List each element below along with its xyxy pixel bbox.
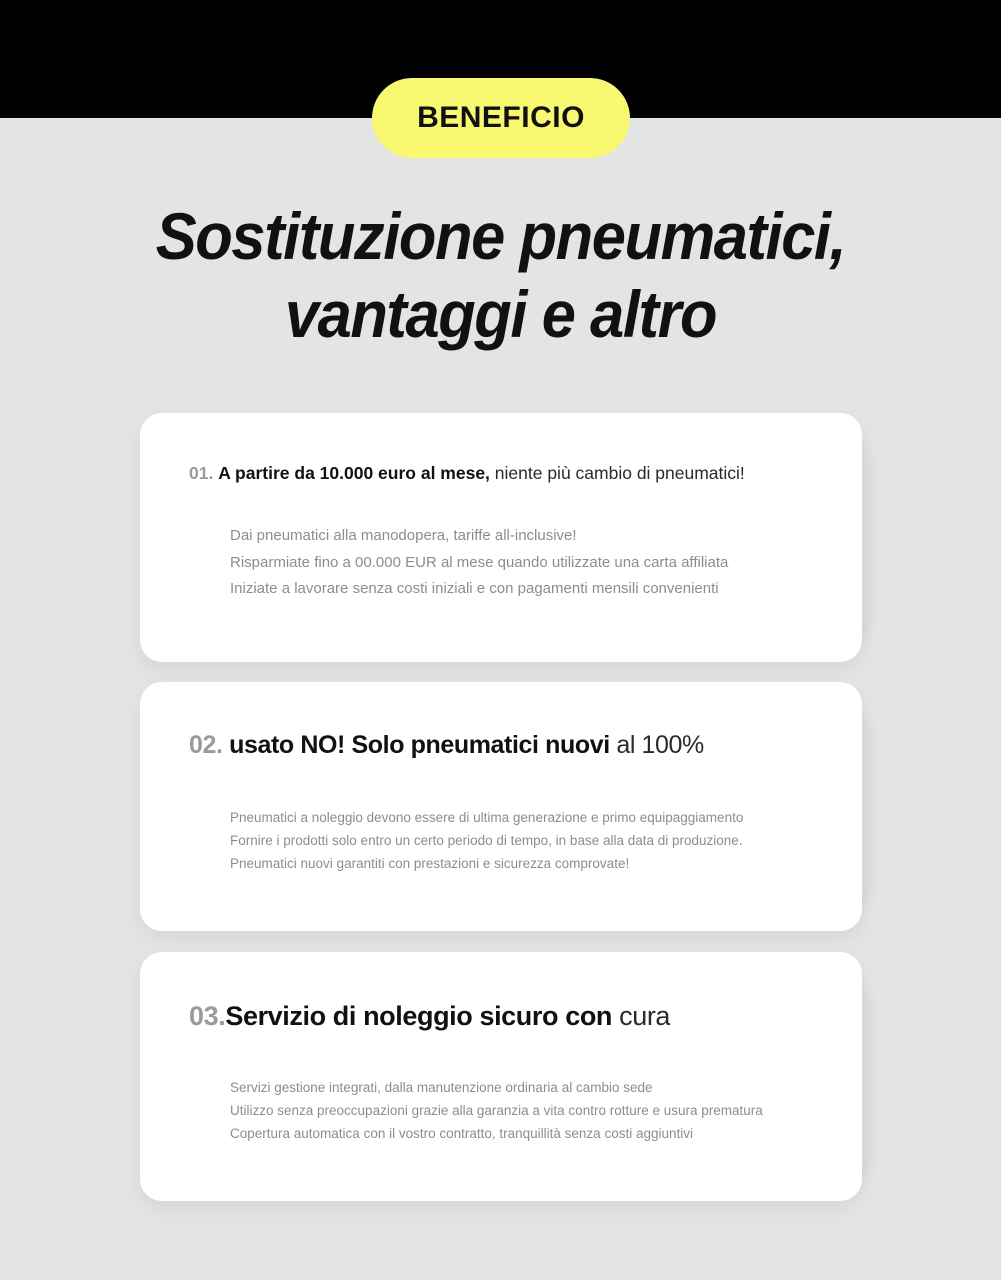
benefit-card-title-light-2: al 100% — [609, 731, 704, 759]
benefit-card-2[interactable] — [140, 682, 862, 931]
benefit-card-body-line: Iniziate a lavorare senza costi iniziali e con pagamenti mensili convenienti — [230, 580, 719, 597]
benefit-card-body-2 — [230, 806, 743, 875]
page-title-line-2: vantaggi e altro — [284, 276, 717, 351]
benefit-card-title-light-3: cura — [612, 1001, 671, 1031]
benefit-card-number-3: 03. — [189, 1001, 226, 1031]
benefit-card-body-line: Pneumatici nuovi garantiti con prestazioni e sicurezza comprovate! — [230, 856, 630, 871]
benefit-card-body-line: Pneumatici a noleggio devono essere di ultima generazione e primo equipaggiamento — [230, 810, 744, 825]
page-title-line-1: Sostituzione pneumatici, — [155, 199, 846, 273]
benefit-card-body-1 — [230, 523, 728, 603]
benefit-card-title-1 — [189, 463, 745, 484]
benefit-card-body-line: Fornire i prodotti solo entro un certo periodo di tempo, in base alla data di produzione. — [230, 833, 743, 848]
benefit-card-title-3 — [189, 1000, 670, 1032]
benefit-card-title-light-1: niente più cambio di pneumatici! — [489, 463, 745, 483]
benefit-card-title-2 — [189, 730, 704, 760]
benefit-card-body-line: Servizi gestione integrati, dalla manutenzione ordinaria al cambio sede — [230, 1080, 653, 1095]
benefit-card-title-strong-1: A partire da 10.000 euro al mese, — [218, 463, 490, 483]
benefit-card-number-2: 02. — [189, 731, 223, 759]
benefit-card-body-line: Utilizzo senza preoccupazioni grazie alla garanzia a vita contro rotture e usura prematura — [230, 1103, 763, 1118]
benefit-card-body-line: Risparmiate fino a 00.000 EUR al mese quando utilizzate una carta affiliata — [230, 553, 729, 571]
benefit-badge — [372, 78, 630, 158]
benefit-card-1[interactable] — [140, 413, 862, 662]
benefit-card-body-line: Copertura automatica con il vostro contratto, tranquillità senza costi aggiuntivi — [230, 1126, 693, 1141]
benefit-card-title-strong-2: usato NO! Solo pneumatici nuovi — [229, 731, 610, 759]
benefit-badge-label: BENEFICIO — [417, 101, 585, 134]
page-title — [35, 198, 966, 354]
benefit-card-number-1: 01. — [189, 463, 214, 483]
benefit-card-body-line: Dai pneumatici alla manodopera, tariffe all-inclusive! — [230, 527, 577, 544]
benefit-card-title-strong-3: Servizio di noleggio sicuro con — [225, 1001, 612, 1031]
benefit-card-body-3 — [230, 1076, 763, 1145]
benefit-card-3[interactable] — [140, 952, 862, 1201]
